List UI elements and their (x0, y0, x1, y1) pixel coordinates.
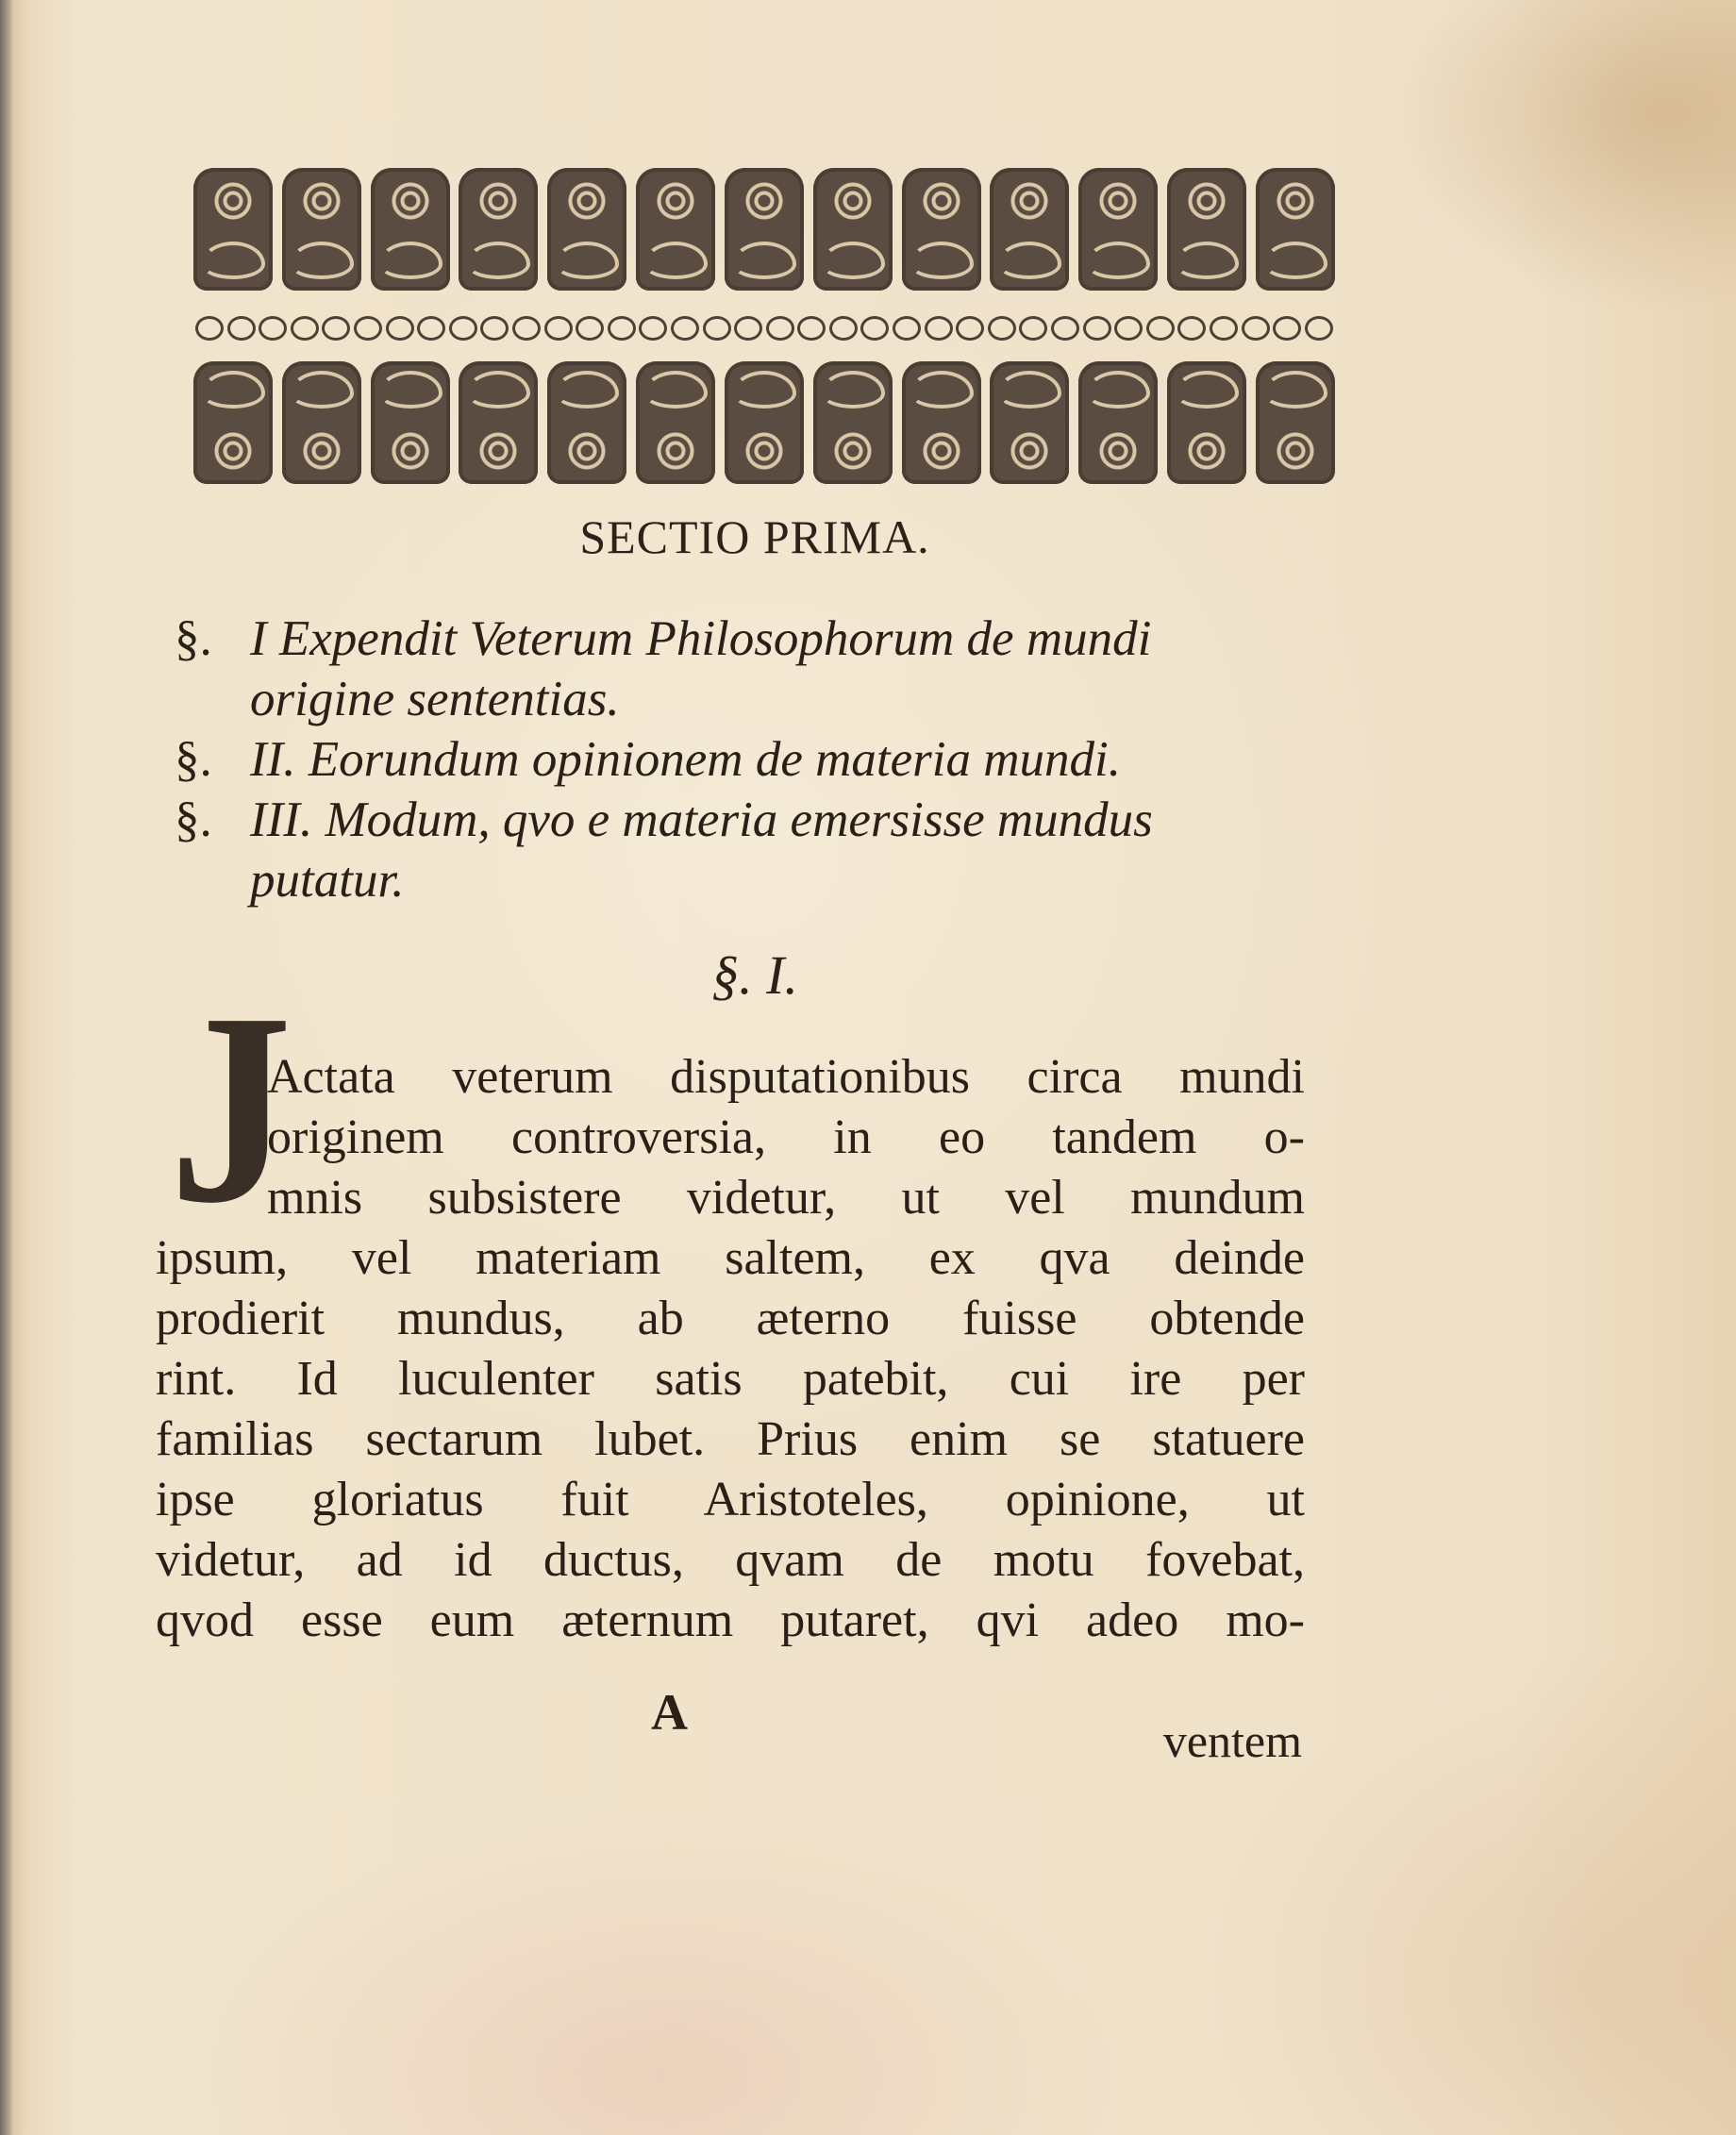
catchword: ventem (1162, 1714, 1302, 1767)
body-line: Actata veterum disputationibus circa mundi (267, 1050, 1305, 1104)
flower-ornament-icon (282, 168, 361, 291)
flower-ornament-icon (193, 168, 273, 291)
flower-ornament-icon (1256, 168, 1335, 291)
flower-ornament-icon (371, 168, 450, 291)
flower-ornament-icon (902, 168, 981, 291)
flower-ornament-icon (725, 168, 804, 291)
signature-mark: A (651, 1684, 688, 1741)
ornament-circle-row (193, 295, 1335, 361)
summary-line: I Expendit Veterum Philosophorum de mundi (250, 611, 1152, 666)
drop-cap-initial: J (169, 957, 292, 1259)
flower-ornament-icon (1078, 361, 1158, 484)
ornament-flower-row-bottom (193, 361, 1335, 489)
section-summary (175, 609, 1326, 910)
flower-ornament-icon (547, 168, 626, 291)
summary-line: II. Eorundum opinionem de materia mundi. (250, 732, 1121, 787)
ornament-flower-row-top (193, 168, 1335, 295)
flower-ornament-icon (990, 361, 1069, 484)
flower-ornament-icon (547, 361, 626, 484)
flower-ornament-icon (990, 168, 1069, 291)
body-line: rint. Id luculenter satis patebit, cui ire per (156, 1352, 1305, 1406)
flower-ornament-icon (1256, 361, 1335, 484)
section-mark: §. (175, 732, 212, 787)
flower-ornament-icon (636, 168, 715, 291)
section-title: SECTIO PRIMA. (579, 510, 930, 563)
body-line: familias sectarum lubet. Prius enim se statuere (156, 1412, 1305, 1466)
summary-item (175, 790, 1326, 910)
body-line: qvod esse eum æternum putaret, qvi adeo mo- (156, 1593, 1305, 1647)
body-line: prodierit mundus, ab æterno fuisse obtende (156, 1292, 1305, 1345)
body-line: ipse gloriatus fuit Aristoteles, opinione, ut (156, 1473, 1305, 1526)
body-line: videtur, ad id ductus, qvam de motu fovebat, (156, 1533, 1305, 1587)
summary-item (175, 609, 1326, 729)
summary-line: putatur. (250, 853, 405, 908)
flower-ornament-icon (193, 361, 273, 484)
flower-ornament-icon (636, 361, 715, 484)
summary-item (175, 729, 1326, 790)
flower-ornament-icon (459, 168, 538, 291)
headpiece-ornament (193, 168, 1335, 489)
summary-line: III. Modum, qvo e materia emersisse mundus (250, 792, 1153, 847)
flower-ornament-icon (282, 361, 361, 484)
section-mark: §. (175, 611, 212, 666)
summary-line: origine sententias. (250, 672, 620, 726)
book-spine-edge (0, 0, 13, 2135)
body-line: mnis subsistere videtur, ut vel mundum (267, 1171, 1305, 1225)
flower-ornament-icon (1167, 361, 1246, 484)
flower-ornament-icon (813, 361, 893, 484)
body-text (156, 1047, 1305, 1651)
flower-ornament-icon (1167, 168, 1246, 291)
body-line: ipsum, vel materiam saltem, ex qva deinde (156, 1231, 1305, 1285)
flower-ornament-icon (902, 361, 981, 484)
paragraph-heading: §. I. (711, 944, 798, 1006)
flower-ornament-icon (459, 361, 538, 484)
flower-ornament-icon (725, 361, 804, 484)
flower-ornament-icon (1078, 168, 1158, 291)
flower-ornament-icon (813, 168, 893, 291)
section-mark: §. (175, 792, 212, 847)
body-line: originem controversia, in eo tandem o- (267, 1110, 1305, 1164)
flower-ornament-icon (371, 361, 450, 484)
